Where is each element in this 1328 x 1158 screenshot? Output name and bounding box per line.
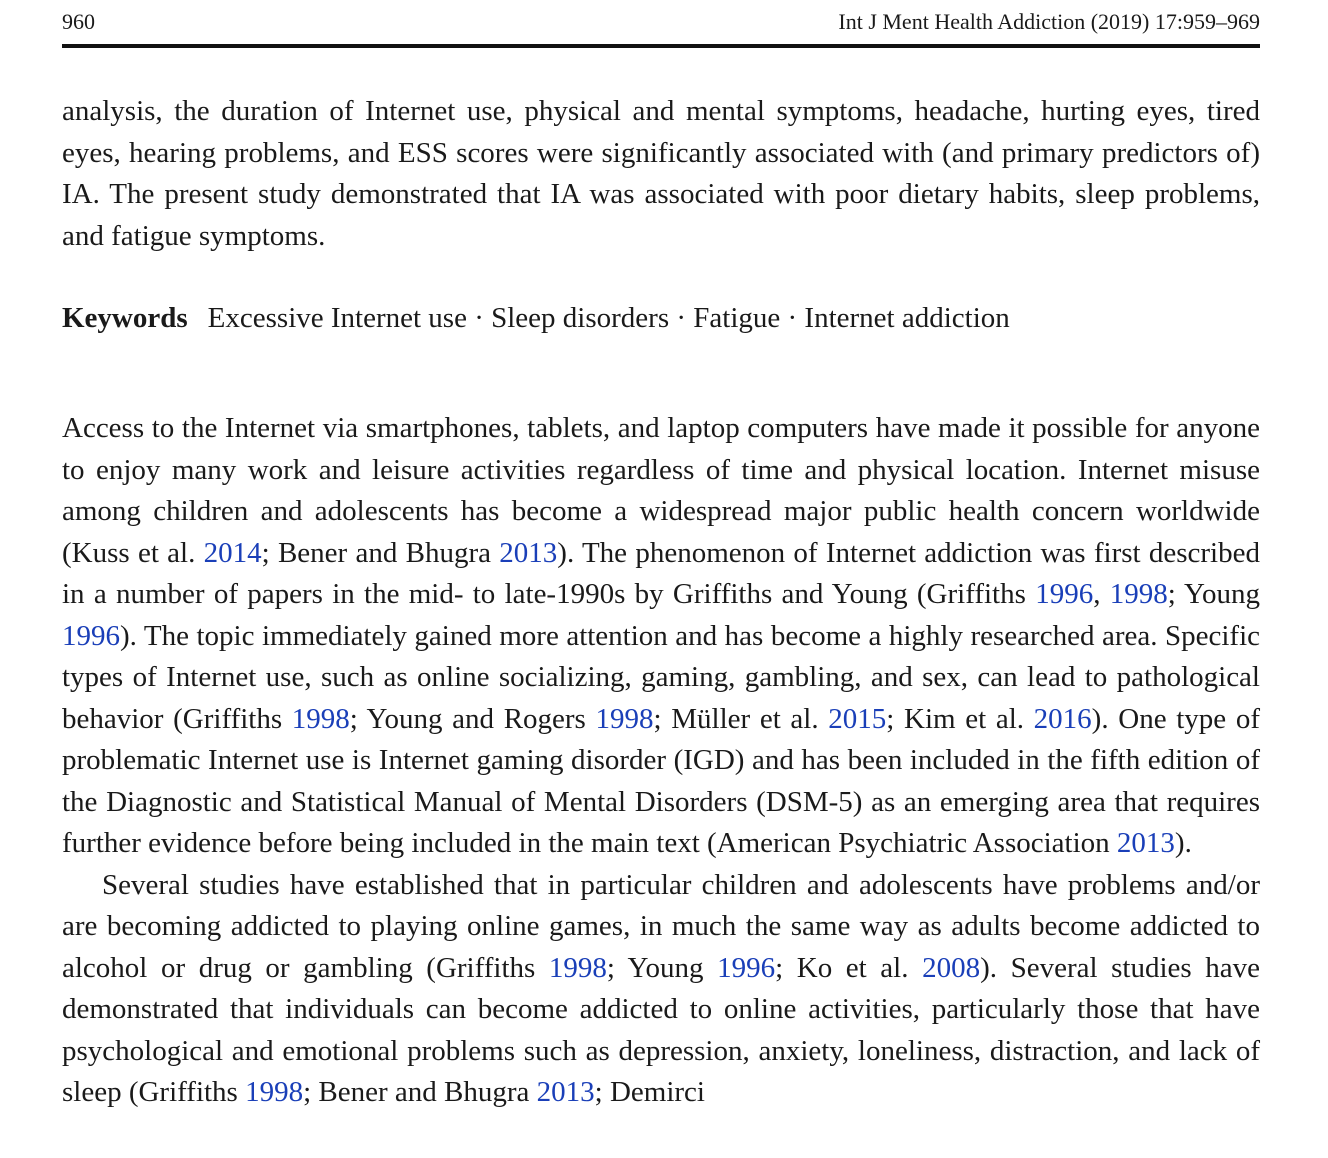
- page-number: 960: [62, 9, 95, 34]
- text-run: ). The phenomenon of Internet addiction was first described in a number of papers in the mid- to late-1990s by Griffiths and Young (Griffiths: [62, 536, 1260, 610]
- text-run: ; Müller et al.: [653, 702, 829, 735]
- citation-link[interactable]: 1996: [717, 951, 776, 984]
- citation-link[interactable]: 2013: [536, 1076, 595, 1108]
- citation-link[interactable]: 2013: [1116, 827, 1175, 859]
- text-run: ; Kim et al.: [886, 702, 1034, 735]
- text-run: ; Young: [1167, 578, 1261, 610]
- running-head: [62, 0, 1260, 44]
- citation-link[interactable]: 1998: [1109, 578, 1168, 610]
- citation-link[interactable]: 1998: [548, 951, 607, 984]
- page: [62, 0, 1261, 1108]
- text-run: ; Demirci: [594, 1076, 705, 1108]
- text-run: ; Bener and Bhugra: [303, 1076, 537, 1108]
- citation-link[interactable]: 2013: [499, 536, 558, 569]
- citation-link[interactable]: 2015: [828, 702, 887, 735]
- text-run: ; Young: [606, 951, 718, 984]
- text-run: ). The topic immediately gained more attention and has become a highly researched area. Specific types of Internet use, such as online socializing, gaming, gambling, and sex, can lead to pathological behavior (Griffiths: [62, 619, 1260, 735]
- text-run: Access to the Internet via smartphones, tablets, and laptop computers have made it possible for anyone to enjoy many work and leisure activities regardless of time and physical location. Internet misuse among children and adolescents has become a widespread major public health concern worldwide (Kuss et al.: [62, 412, 1260, 569]
- citation-link[interactable]: 1996: [62, 619, 120, 652]
- abstract-continuation: analysis, the duration of Internet use, physical and mental symptoms, headache, hurting eyes, tired eyes, hearing problems, and ESS scores were significantly associated with (and primary predictors of) IA. The present study demonstrated that IA was associated with poor dietary habits, sleep problems, and fatigue symptoms.: [62, 95, 1260, 252]
- text-run: ).: [1174, 827, 1192, 859]
- text-run: ). One type of problematic Internet use is Internet gaming disorder (IGD) and has been included in the fifth edition of the Diagnostic and Statistical Manual of Mental Disorders (DSM-5) as an emerging area that requires further evidence before being included in the main text (American Psychiatric Association: [62, 702, 1260, 859]
- text-run: ; Bener and Bhugra: [261, 536, 500, 569]
- text-run: ). Several studies have demonstrated that individuals can become addicted to online activities, particularly those that have psychological and emotional problems such as depression, anxiety, loneliness, distraction, and lack of sleep (Griffiths: [62, 951, 1261, 1108]
- citation-link[interactable]: 1998: [291, 702, 350, 735]
- citation-link[interactable]: 1998: [595, 702, 654, 735]
- text-run: Several studies have established that in particular children and adolescents have problems and/or are becoming addicted to playing online games, in much the same way as adults become addicted to alcohol or drug or gambling (Griffiths: [62, 868, 1260, 984]
- citation-link[interactable]: 2008: [922, 951, 981, 984]
- keywords-text: Excessive Internet use · Sleep disorders · Fatigue · Internet addiction: [207, 302, 1010, 334]
- text-run: ,: [1093, 578, 1110, 610]
- citation-link[interactable]: 2016: [1033, 702, 1092, 735]
- text-run: ; Ko et al.: [775, 951, 923, 984]
- journal-reference: Int J Ment Health Addiction (2019) 17:959–969: [838, 9, 1260, 34]
- text-run: ; Young and Rogers: [349, 702, 596, 735]
- keywords-label: Keywords: [62, 302, 188, 334]
- citation-link[interactable]: 2014: [203, 536, 262, 569]
- header-rule: [62, 44, 1260, 48]
- intro-paragraph-1: [62, 408, 1260, 865]
- introduction-body: [62, 408, 1260, 1114]
- keywords-line: [62, 298, 1260, 340]
- citation-link[interactable]: 1998: [245, 1076, 304, 1108]
- intro-paragraph-2: [62, 865, 1260, 1114]
- citation-link[interactable]: 1996: [1035, 578, 1094, 610]
